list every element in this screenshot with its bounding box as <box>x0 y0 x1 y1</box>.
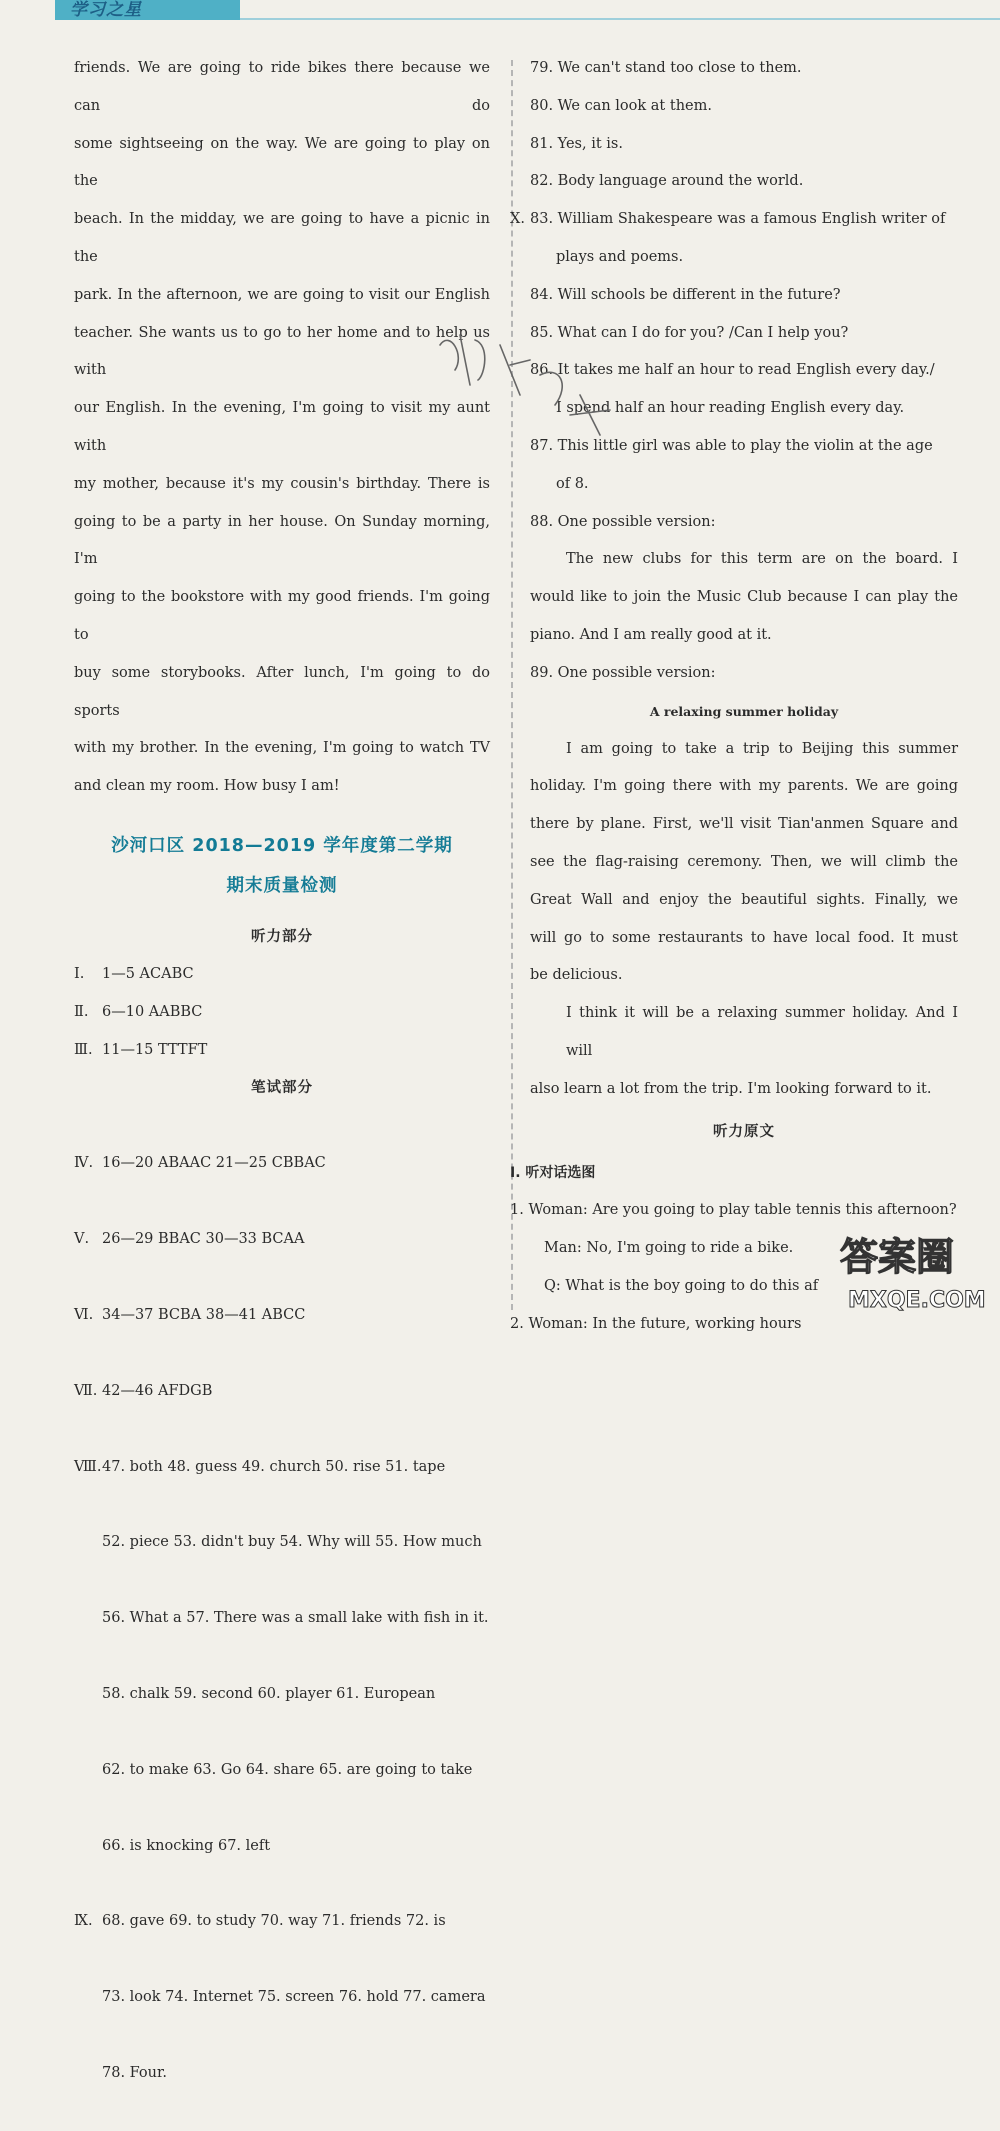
paragraph-line: Great Wall and enjoy the beautiful sights. Finally, we <box>530 891 958 908</box>
answer-text: 68. gave 69. to study 70. way 71. friends 72. is <box>102 1913 446 1930</box>
essay-line: friends. We are going to ride bikes there because we can do <box>74 60 490 114</box>
roman-numeral: Ⅶ. <box>74 1382 98 1399</box>
answer-text: 84. Will schools be different in the future? <box>530 286 841 303</box>
essay-title: A relaxing summer holiday <box>649 703 839 719</box>
answer-row <box>74 1524 490 1562</box>
answer-text: 73. look 74. Internet 75. screen 76. hold 77. camera <box>102 1989 486 2006</box>
answer-text: 79. We can't stand too close to them. <box>530 60 802 76</box>
answer-text: 88. One possible version: <box>530 513 716 530</box>
column-divider <box>511 60 513 1310</box>
paragraph-line: I think it will be a relaxing summer holiday. And I will <box>566 1005 958 1059</box>
handwriting-scribble <box>430 325 630 445</box>
answer-text: plays and poems. <box>556 248 684 265</box>
answer-row <box>74 1373 490 1411</box>
answer-row <box>74 1979 490 2017</box>
answer-row <box>74 956 490 994</box>
holiday-paragraph <box>530 731 958 1109</box>
clubs-paragraph <box>530 541 958 654</box>
answer-text: 66. is knocking 67. left <box>102 1837 271 1854</box>
header-rule <box>240 18 1000 20</box>
roman-numeral: Ⅹ. <box>510 211 525 228</box>
roman-numeral: Ⅲ. <box>74 1041 93 1058</box>
pencil-stroke <box>440 335 610 435</box>
paragraph-line: also learn a lot from the trip. I'm looking forward to it. <box>530 1080 932 1097</box>
answer-row <box>530 466 958 504</box>
paragraph-line: be delicious. <box>530 967 623 984</box>
header-logo: 学习之星 <box>70 0 142 20</box>
answer-row <box>74 1752 490 1790</box>
essay-line: park. In the afternoon, we are going to visit our English <box>74 286 490 303</box>
answer-text: 78. Four. <box>102 2064 167 2081</box>
answer-text: 26—29 BBAC 30—33 BCAA <box>102 1231 305 1248</box>
answer-text: 82. Body language around the world. <box>530 173 804 190</box>
roman-numeral: Ⅸ. <box>74 1913 93 1930</box>
answer-row <box>530 504 958 542</box>
answer-text: 16—20 ABAAC 21—25 CBBAC <box>102 1155 326 1172</box>
dialogue-line: 2. Woman: In the future, working hours <box>510 1315 802 1332</box>
answer-text: I spend half an hour reading English every day. <box>556 400 905 417</box>
script-section-title: Ⅰ. 听对话选图 <box>510 1164 596 1181</box>
answer-text: 47. both 48. guess 49. church 50. rise 51. tape <box>102 1458 446 1475</box>
essay-line: beach. In the midday, we are going to have a picnic in the <box>74 211 490 265</box>
answer-row <box>530 88 958 126</box>
dialogue-line: 1. Woman: Are you going to play table tennis this afternoon? <box>510 1202 957 1219</box>
paragraph-line: holiday. I'm going there with my parents. We are going <box>530 778 958 795</box>
essay-line: teacher. She wants us to go to her home and to help us with <box>74 324 490 379</box>
answer-text: 83. William Shakespeare was a famous English writer of <box>530 211 946 228</box>
roman-numeral: Ⅰ. <box>74 965 85 982</box>
exam-subtitle: 期末质量检测 <box>226 875 338 896</box>
answer-text: 86. It takes me half an hour to read English every day./ <box>530 362 935 379</box>
paragraph-line: will go to some restaurants to have local food. It must <box>530 929 958 946</box>
dialogue-line: Q: What is the boy going to do this af <box>544 1277 819 1294</box>
script-heading: 听力原文 <box>713 1123 775 1140</box>
answer-row <box>74 1032 490 1070</box>
roman-numeral: Ⅴ. <box>74 1231 90 1248</box>
roman-numeral: Ⅱ. <box>74 1003 89 1020</box>
exam-title: 沙河口区 2018—2019 学年度第二学期 <box>111 835 453 856</box>
version-label: 89. One possible version: <box>530 664 716 681</box>
roman-numeral: Ⅵ. <box>74 1306 94 1323</box>
essay-paragraph <box>74 50 490 806</box>
watermark-text: 答案圈 <box>840 1235 955 1279</box>
paragraph-line: see the flag-raising ceremony. Then, we will climb the <box>530 853 958 870</box>
answer-text: 62. to make 63. Go 64. share 65. are going to take <box>102 1761 473 1778</box>
watermark-logo <box>820 1215 1000 1315</box>
answer-row <box>74 1828 490 1866</box>
answer-text: 52. piece 53. didn't buy 54. Why will 55. How much <box>102 1534 482 1551</box>
answer-row <box>530 239 958 277</box>
page-header <box>0 0 1000 22</box>
written-answers <box>74 1107 490 2130</box>
answer-text: 42—46 AFDGB <box>102 1382 213 1399</box>
listening-answers <box>74 956 490 1069</box>
answer-row <box>530 126 958 164</box>
answer-row <box>530 50 958 88</box>
left-column <box>74 50 490 2131</box>
answer-row <box>74 1297 490 1335</box>
right-column <box>510 50 958 1344</box>
answer-text: 80. We can look at them. <box>530 97 712 114</box>
answer-row <box>530 163 958 201</box>
answer-text: 11—15 TTTFT <box>102 1041 208 1058</box>
answer-row <box>74 1903 490 1941</box>
paragraph-line: would like to join the Music Club because I can play the <box>530 589 958 606</box>
essay-line: some sightseeing on the way. We are going to play on the <box>74 135 490 190</box>
answer-text: of 8. <box>556 475 589 492</box>
essay-line-last: and clean my room. How busy I am! <box>74 778 340 795</box>
answer-text: 6—10 AABBC <box>102 1003 203 1020</box>
answer-text: 34—37 BCBA 38—41 ABCC <box>102 1306 306 1323</box>
answer-text: 1—5 ACABC <box>102 965 194 982</box>
dialogue-line: Man: No, I'm going to ride a bike. <box>544 1240 794 1257</box>
paragraph-line: piano. And I am really good at it. <box>530 626 772 643</box>
essay-line: our English. In the evening, I'm going to visit my aunt with <box>74 400 490 454</box>
answer-row <box>74 1145 490 1183</box>
essay-line: buy some storybooks. After lunch, I'm going to do sports <box>74 664 490 719</box>
answer-text: 56. What a 57. There was a small lake with fish in it. <box>102 1610 489 1627</box>
roman-numeral: Ⅳ. <box>74 1155 94 1172</box>
roman-numeral: Ⅷ. <box>74 1458 102 1475</box>
answer-row <box>74 994 490 1032</box>
essay-line: going to be a party in her house. On Sunday morning, I'm <box>74 513 490 568</box>
paragraph-line: The new clubs for this term are on the board. I <box>566 551 958 568</box>
essay-line: my mother, because it's my cousin's birthday. There is <box>74 475 490 492</box>
essay-line: going to the bookstore with my good friends. I'm going to <box>74 589 490 643</box>
answer-text: 81. Yes, it is. <box>530 135 623 152</box>
answer-row <box>74 1676 490 1714</box>
answer-items <box>510 50 958 541</box>
answer-text: 58. chalk 59. second 60. player 61. European <box>102 1685 436 1702</box>
answer-row <box>74 1600 490 1638</box>
essay-line: with my brother. In the evening, I'm going to watch TV <box>74 740 490 757</box>
paragraph-line: I am going to take a trip to Beijing this summer <box>566 740 958 757</box>
answer-text: 85. What can I do for you? /Can I help you? <box>530 324 849 341</box>
written-heading: 笔试部分 <box>251 1080 313 1097</box>
answer-text: 87. This little girl was able to play the violin at the age <box>530 437 933 454</box>
listening-heading: 听力部分 <box>251 928 313 945</box>
paragraph-line: there by plane. First, we'll visit Tian'anmen Square and <box>530 816 958 833</box>
answer-row <box>74 2055 490 2093</box>
answer-row <box>74 1221 490 1259</box>
answer-row <box>510 201 958 239</box>
answer-row <box>530 277 958 315</box>
answer-row <box>74 1449 490 1487</box>
watermark-url: MXQE.COM <box>848 1288 986 1313</box>
